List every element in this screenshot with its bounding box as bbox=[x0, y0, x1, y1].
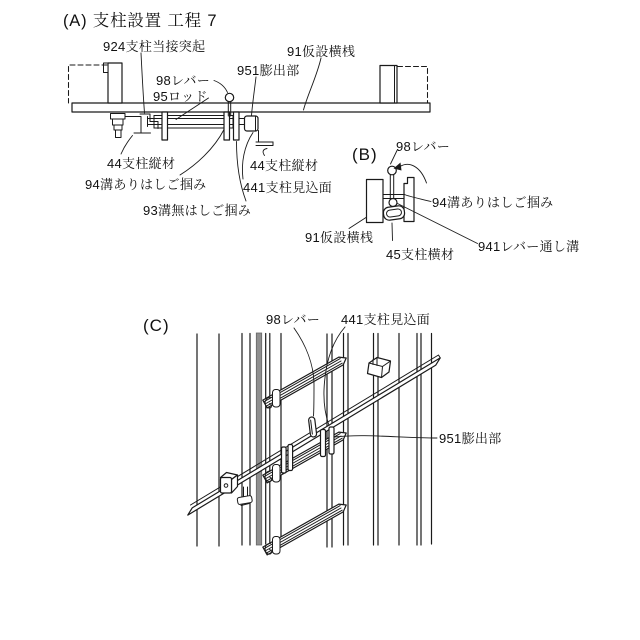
bulge-951-a bbox=[245, 116, 259, 131]
panel-b bbox=[305, 139, 579, 262]
label-95: 95ロッド bbox=[153, 89, 208, 104]
lever-98-b bbox=[388, 166, 397, 206]
panel-c-title: (C) bbox=[143, 316, 170, 335]
pillar-horizontal-45 bbox=[383, 205, 406, 221]
label-441-c: 441支柱見込面 bbox=[341, 312, 431, 327]
label-941: 941レバー通し溝 bbox=[478, 239, 580, 254]
abutment-protrusion-924 bbox=[140, 114, 158, 129]
lever-98-c bbox=[308, 417, 317, 438]
label-951-c: 951膨出部 bbox=[439, 431, 502, 446]
label-44-left: 44支柱縦材 bbox=[107, 156, 176, 171]
pillar-fitting-bolt bbox=[111, 114, 126, 138]
label-94-b: 94溝ありはしご掴み bbox=[432, 195, 554, 210]
label-93: 93溝無はしご掴み bbox=[143, 203, 252, 218]
post-left bbox=[69, 63, 123, 103]
ladder-verticals bbox=[197, 333, 432, 547]
grip-plate-left bbox=[162, 112, 168, 140]
label-98-a: 98レバー bbox=[156, 73, 211, 88]
label-94-a: 94溝ありはしご掴み bbox=[85, 177, 207, 192]
panel-c bbox=[143, 312, 502, 555]
label-91-b: 91仮設横桟 bbox=[305, 230, 374, 245]
ladder-rung-bottom bbox=[263, 504, 346, 555]
pillar-member-section bbox=[404, 178, 414, 222]
post-right bbox=[380, 66, 428, 104]
label-98-b: 98レバー bbox=[396, 139, 451, 154]
pillar-member-44-left bbox=[126, 117, 151, 134]
label-44-right: 44支柱縦材 bbox=[250, 158, 319, 173]
label-98-c: 98レバー bbox=[266, 312, 321, 327]
label-45: 45支柱横材 bbox=[386, 247, 455, 262]
temp-rail-91-section bbox=[367, 180, 384, 223]
ladder-rung-top bbox=[263, 357, 346, 408]
label-91-a: 91仮設横桟 bbox=[287, 44, 356, 59]
ladder-tube-shaded bbox=[256, 333, 261, 545]
rail-channel-clamp bbox=[368, 358, 391, 378]
temp-rail-91 bbox=[72, 103, 430, 112]
label-924: 924支柱当接突起 bbox=[103, 39, 206, 54]
rail-clamp-box bbox=[221, 473, 238, 494]
pillar-member-44-right bbox=[256, 131, 273, 156]
label-951-a: 951膨出部 bbox=[237, 63, 300, 78]
panel-b-title: (B) bbox=[352, 145, 378, 164]
label-441-a: 441支柱見込面 bbox=[243, 180, 333, 195]
panel-a-title: (A) 支柱設置 工程 7 bbox=[63, 12, 218, 30]
grip-93-plate bbox=[234, 112, 240, 140]
